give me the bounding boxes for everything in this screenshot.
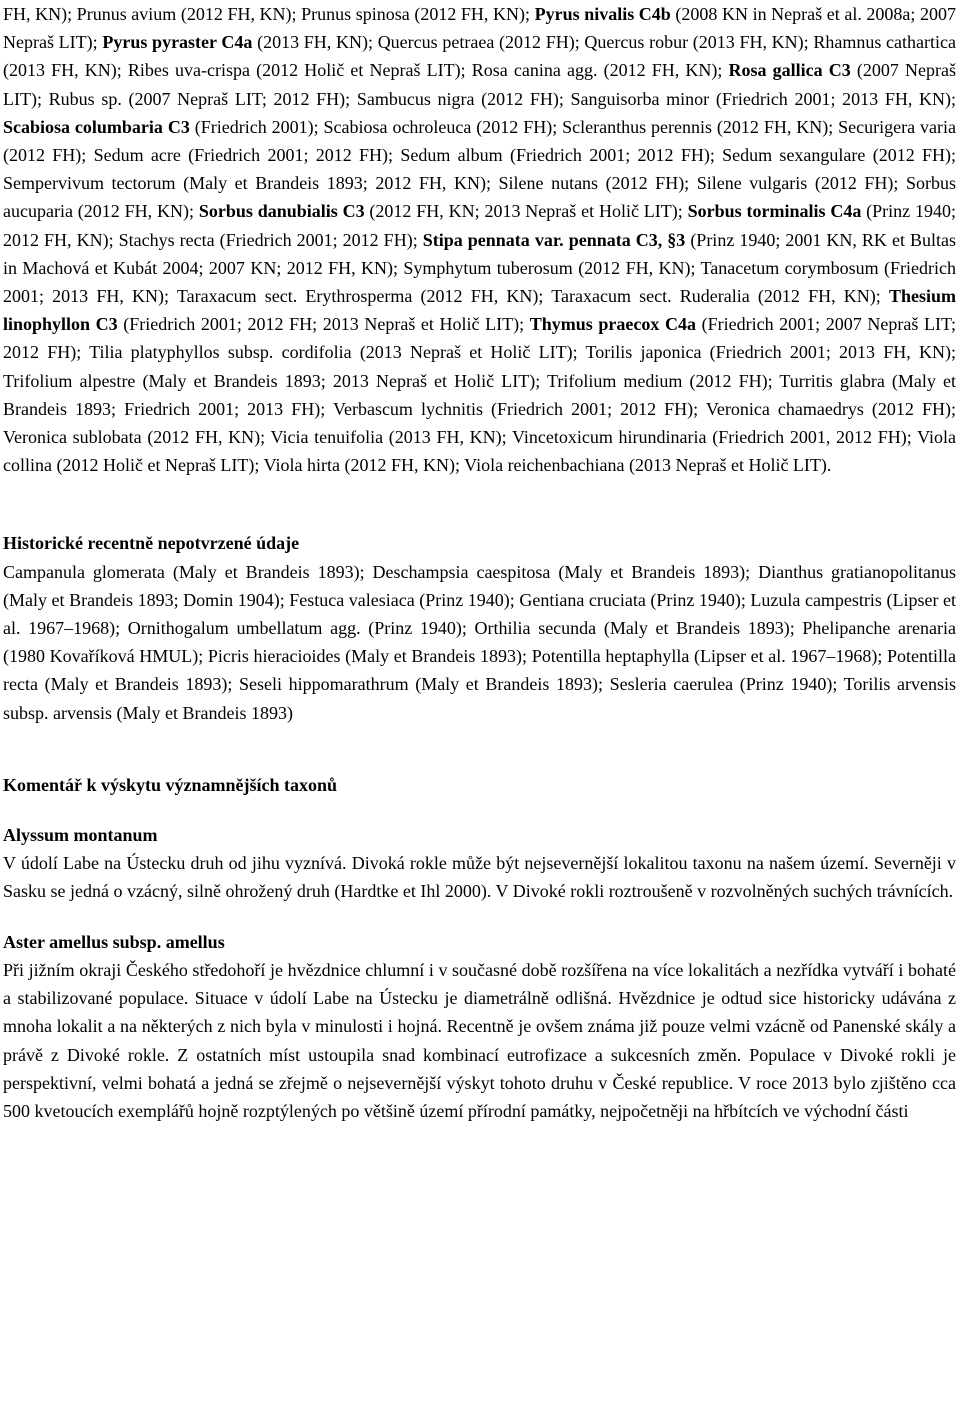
section-spacer xyxy=(3,727,956,771)
species-bold-entry: Scabiosa columbaria C3 xyxy=(3,116,190,137)
species-bold-entry: Pyrus pyraster C4a xyxy=(102,32,253,53)
historical-records-heading: Historické recentně nepotvrzené údaje xyxy=(3,533,300,554)
species-text-run: (Friedrich 2001; 2007 Nepraš LIT; 2012 FH); Tilia platyphyllos subsp. cordifolia (2013 Nepraš et Holič LIT); Torilis japonica (Friedrich 2001; 2013 FH, KN); Trifolium alpestre (Maly et Brandeis 1893; 2013 Nepraš et Holič LIT); Trifolium medium (2012 FH); Turritis glabra (Maly et Brandeis 1893; Friedrich 2001; 2013 FH); Verbascum lychnitis (Friedrich 2001; 2012 FH); Veronica chamaedrys (2012 FH); Veronica sublobata (2012 FH, KN); Vicia tenuifolia (2013 FH, KN); Vincetoxicum hirundinaria (Friedrich 2001, 2012 FH); Viola collina (2012 Holič et Nepraš LIT); Viola hirta (2012 FH, KN); Viola reichenbachiana (2013 Nepraš et Holič LIT). xyxy=(3,314,957,476)
commentary-section xyxy=(3,771,956,1125)
species-text-run: (2007 Nepraš LIT); Rubus sp. (2007 Nepraš LIT; 2012 FH); Sambucus nigra (2012 FH); Sanguisorba minor (Friedrich 2001; 2013 FH, KN); xyxy=(3,60,956,109)
species-text-run: (Prinz 1940; 2012 FH, KN); Stachys recta (Friedrich 2001; 2012 FH); xyxy=(3,201,957,250)
species-bold-entry: Thymus praecox C4a xyxy=(529,314,696,335)
species-text-run: FH, KN); Prunus avium (2012 FH, KN); Prunus spinosa (2012 FH, KN); xyxy=(3,4,535,24)
species-bold-entry: Thesium linophyllon C3 xyxy=(3,286,956,335)
species-bold-entry: Sorbus torminalis C4a xyxy=(687,201,862,222)
section-spacer xyxy=(3,906,956,928)
species-bold-entry: Stipa pennata var. xyxy=(422,229,564,250)
taxon-entry-aster xyxy=(3,928,956,1125)
species-text-run: (2013 FH, KN); Quercus petraea (2012 FH); Quercus robur (2013 FH, KN); Rhamnus cathartica (2013 FH, KN); Ribes uva-crispa (2012 Holič et Nepraš LIT); Rosa canina agg. (2012 FH, KN); xyxy=(3,32,956,81)
taxon-entry-alyssum xyxy=(3,821,956,906)
species-list-paragraph xyxy=(3,0,956,479)
historical-records-section xyxy=(3,529,956,726)
species-bold-entry: Sorbus danubialis C3 xyxy=(198,201,365,222)
historical-records-text: Campanula glomerata (Maly et Brandeis 1893); Deschampsia caespitosa (Maly et Brandeis 1893); Dianthus gratianopolitanus (Maly et Brandeis 1893; Domin 1904); Festuca valesiaca (Prinz 1940); Gentiana cruciata (Prinz 1940); Luzula campestris (Lipser et al. 1967–1968); Ornithogalum umbellatum agg. (Prinz 1940); Orthilia secunda (Maly et Brandeis 1893); Phelipanche arenaria (1980 Kovaříková HMUL); Picris hieracioides (Maly et Brandeis 1893); Potentilla heptaphylla (Lipser et al. 1967–1968); Potentilla recta (Maly et Brandeis 1893); Seseli hippomarathrum (Maly et Brandeis 1893); Sesleria caerulea (Prinz 1940); Torilis arvensis subsp. arvensis (Maly et Brandeis 1893) xyxy=(3,561,956,723)
species-text-run: (Friedrich 2001; 2012 FH; 2013 Nepraš et Holič LIT); xyxy=(117,314,530,335)
taxon-text: Při jižním okraji Českého středohoří je hvězdnice chlumní i v současné době rozšířena na více lokalitách a nezřídka vytváří i bohaté a stabilizované populace. Situace v údolí Labe na Ústecku je diametrálně odlišná. Hvězdnice je odtud sice historicky udávána z mnoha lokalit a na některých z nich byla v minulosti i hojná. Recentně je ovšem známa již pouze velmi vzácně od Panenské skály a právě z Divoké rokle. Z ostatních míst ustoupila snad kombinací eutrofizace a sukcesních změn. Populace v Divoké rokli je perspektivní, velmi bohatá a jedná se zřejmě o nejsevernější výskyt tohoto druhu v České republice. V roce 2013 bylo zjištěno cca 500 kvetoucích exemplářů hojně rozptýlených po většině území přírodní památky, nejpočetněji na hřbítcích ve východní části xyxy=(3,959,956,1121)
species-bold-entry: Rosa gallica C3 xyxy=(728,60,851,81)
species-text-run: (Prinz 1940; 2001 KN, RK et Bultas in Machová et Kubát 2004; 2007 KN; 2012 FH, KN); Symphytum tuberosum (2012 FH, KN); Tanacetum corymbosum (Friedrich 2001; 2013 FH, KN); Taraxacum sect. Erythrosperma (2012 FH, KN); Taraxacum sect. Ruderalia (2012 FH, KN); xyxy=(3,229,956,307)
species-bold-entry: pennata C3, §3 xyxy=(568,229,686,250)
species-text-run: (2012 FH, KN; 2013 Nepraš et Holič LIT); xyxy=(364,201,688,222)
section-spacer xyxy=(3,479,956,529)
species-text-run: (2008 KN in Nepraš et al. 2008a; 2007 Nepraš LIT); xyxy=(3,4,956,53)
commentary-heading: Komentář k výskytu významnějších taxonů xyxy=(3,774,338,795)
taxon-name: Alyssum montanum xyxy=(3,825,158,846)
section-spacer xyxy=(3,799,956,821)
species-text-run: (Friedrich 2001); Scabiosa ochroleuca (2012 FH); Scleranthus perennis (2012 FH, KN); Securigera varia (2012 FH); Sedum acre (Friedrich 2001; 2012 FH); Sedum album (Friedrich 2001; 2012 FH); Sedum sexangulare (2012 FH); Sempervivum tectorum (Maly et Brandeis 1893; 2012 FH, KN); Silene nutans (2012 FH); Silene vulgaris (2012 FH); Sorbus aucuparia (2012 FH, KN); xyxy=(3,116,956,222)
taxon-name: Aster amellus subsp. amellus xyxy=(3,931,225,952)
species-bold-entry: Pyrus nivalis C4b xyxy=(534,4,671,24)
taxon-text: V údolí Labe na Ústecku druh od jihu vyznívá. Divoká rokle může být nejsevernější lokalitou taxonu na našem území. Severněji v Sasku se jedná o vzácný, silně ohrožený druh (Hardtke et Ihl 2000). V Divoké rokli roztroušeně v rozvolněných suchých trávnících. xyxy=(3,853,956,902)
